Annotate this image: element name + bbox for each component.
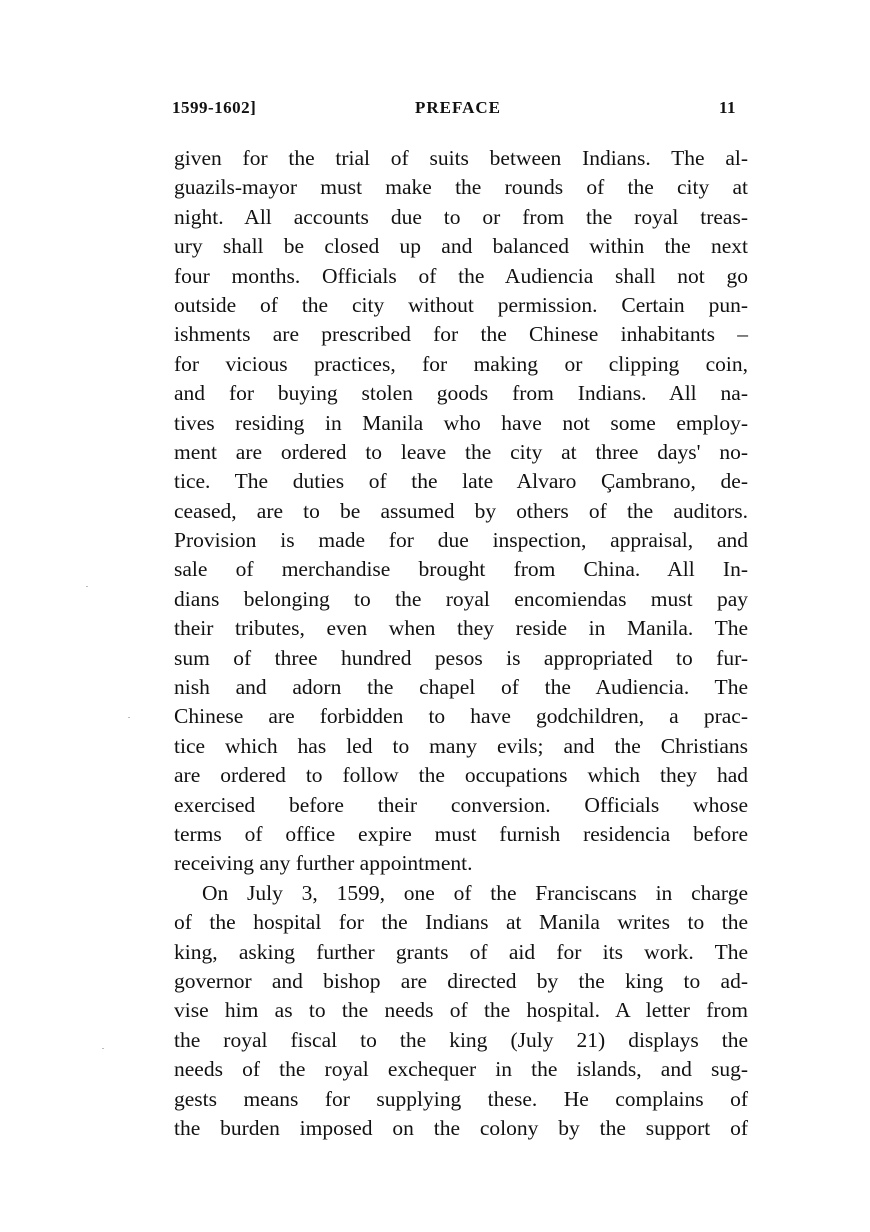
- text-line: ury shall be closed up and balanced within the next: [174, 234, 748, 259]
- running-head: [172, 98, 744, 122]
- text-line: needs of the royal exchequer in the islands, and sug-: [174, 1057, 748, 1082]
- text-line: ment are ordered to leave the city at three days' no-: [174, 439, 748, 464]
- text-line: gests means for supplying these. He complains of: [174, 1086, 748, 1111]
- text-line: governor and bishop are directed by the king to ad-: [174, 968, 748, 993]
- running-head-date-range: 1599-1602]: [172, 98, 257, 117]
- text-line: sale of merchandise brought from China. All In-: [174, 557, 748, 582]
- text-line: and for buying stolen goods from Indians. All na-: [174, 381, 748, 406]
- text-line: terms of office expire must furnish residencia before: [174, 821, 748, 846]
- text-line: their tributes, even when they reside in Manila. The: [174, 616, 748, 641]
- text-line: Provision is made for due inspection, appraisal, and: [174, 528, 748, 553]
- text-line: Chinese are forbidden to have godchildren, a prac-: [174, 704, 748, 729]
- text-line: dians belonging to the royal encomiendas must pay: [174, 586, 748, 611]
- text-line: outside of the city without permission. Certain pun-: [174, 292, 748, 317]
- text-line: the burden imposed on the colony by the support of: [174, 1115, 748, 1140]
- text-line: tives residing in Manila who have not some employ-: [174, 410, 748, 435]
- text-line: tice. The duties of the late Alvaro Çambrano, de-: [174, 469, 748, 494]
- text-line: vise him as to the needs of the hospital. A letter from: [174, 998, 748, 1023]
- scan-speck: [86, 586, 88, 587]
- scan-speck: [128, 717, 130, 718]
- body-text: [174, 144, 748, 1143]
- text-line: tice which has led to many evils; and the Christians: [174, 733, 748, 758]
- running-head-title: PREFACE: [414, 98, 501, 117]
- text-line: ceased, are to be assumed by others of the auditors.: [174, 498, 748, 523]
- text-line: guazils-mayor must make the rounds of the city at: [174, 175, 748, 200]
- text-line: four months. Officials of the Audiencia shall not go: [174, 263, 748, 288]
- scan-speck: [102, 1048, 104, 1049]
- paragraph-end-line: receiving any further appointment.: [174, 851, 473, 876]
- text-line: exercised before their conversion. Officials whose: [174, 792, 748, 817]
- text-line: ishments are prescribed for the Chinese inhabitants –: [174, 322, 748, 347]
- text-line: given for the trial of suits between Indians. The al-: [174, 146, 748, 170]
- text-line: sum of three hundred pesos is appropriated to fur-: [174, 645, 748, 670]
- text-line: the royal fiscal to the king (July 21) displays the: [174, 1027, 748, 1052]
- text-line: king, asking further grants of aid for its work. The: [174, 939, 748, 964]
- text-line: of the hospital for the Indians at Manila writes to the: [174, 910, 748, 935]
- text-line: are ordered to follow the occupations which they had: [174, 763, 748, 788]
- text-line: for vicious practices, for making or clipping coin,: [174, 351, 748, 376]
- page-number: 11: [718, 98, 736, 117]
- paragraph-start-line: On July 3, 1599, one of the Franciscans in charge: [202, 880, 748, 905]
- text-line: night. All accounts due to or from the royal treas-: [174, 204, 748, 229]
- text-line: nish and adorn the chapel of the Audiencia. The: [174, 675, 748, 700]
